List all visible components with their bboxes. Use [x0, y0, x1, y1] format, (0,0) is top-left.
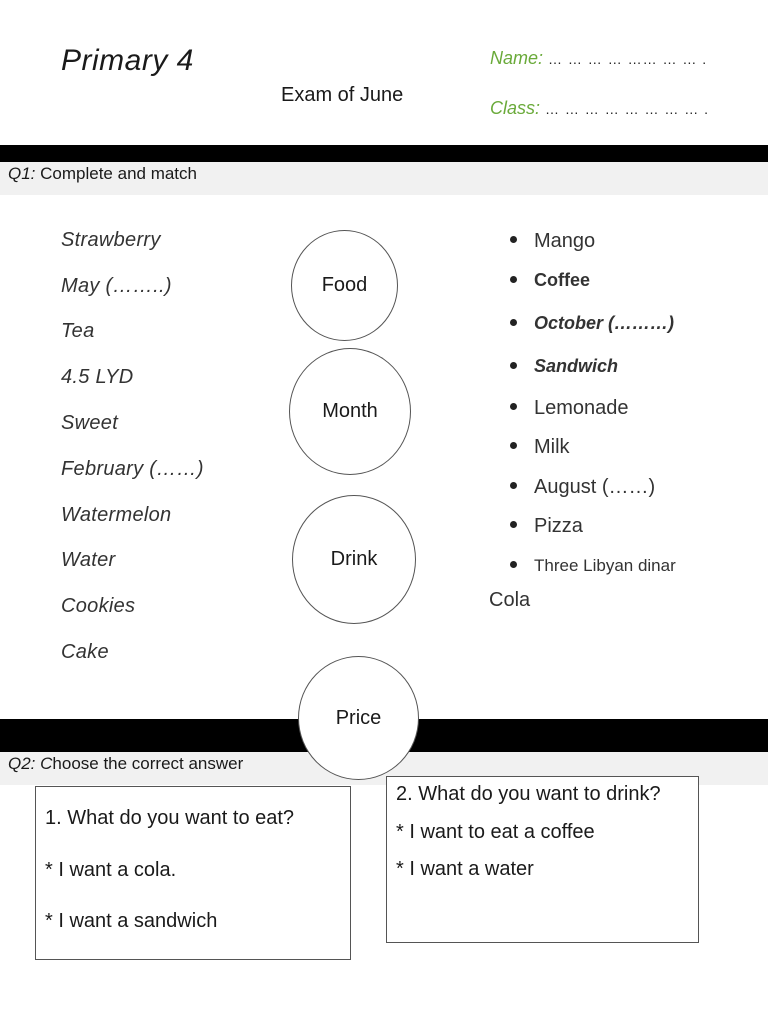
answer-option[interactable]: * I want to eat a coffee — [396, 821, 595, 843]
category-circle-month — [289, 348, 411, 475]
left-word: Water — [61, 549, 116, 571]
category-circle-food — [291, 230, 398, 341]
class-label: Class: — [490, 98, 541, 118]
question-text: 1. What do you want to eat? — [45, 807, 295, 829]
category-label: Price — [335, 706, 382, 729]
answer-option[interactable]: * I want a sandwich — [45, 910, 218, 932]
category-circle-drink — [292, 495, 416, 624]
right-word-list — [510, 0, 760, 620]
left-word: Cookies — [61, 595, 136, 617]
category-label: Month — [322, 400, 378, 422]
q2-label: Q2: C — [8, 754, 53, 773]
question-text: 2. What do you want to drink? — [396, 783, 661, 805]
left-word: May (……..) — [61, 275, 172, 297]
q1-label: Q1: — [8, 164, 36, 183]
page-title: Primary 4 — [61, 44, 194, 77]
left-word: Watermelon — [61, 504, 172, 526]
exam-subtitle: Exam of June — [281, 84, 404, 106]
list-item: October (………) — [510, 313, 674, 334]
list-item: Mango — [510, 230, 595, 253]
list-item: Three Libyan dinar — [510, 556, 676, 576]
answer-option[interactable]: * I want a cola. — [45, 859, 177, 881]
q1-text: Complete and match — [35, 164, 197, 183]
list-item: Milk — [510, 436, 570, 459]
answer-option[interactable]: * I want a water — [396, 858, 534, 880]
left-word: Strawberry — [61, 229, 161, 251]
name-label: Name: — [490, 48, 544, 68]
list-item: Coffee — [510, 270, 590, 291]
left-word: Sweet — [61, 412, 119, 434]
category-label: Food — [321, 274, 368, 296]
bullet-icon — [510, 236, 517, 243]
category-label: Drink — [330, 548, 378, 570]
list-item: August (……) — [510, 476, 655, 499]
left-word: February (……) — [61, 458, 204, 480]
bullet-icon — [510, 561, 517, 568]
question-box-2 — [386, 776, 699, 943]
bullet-icon — [510, 482, 517, 489]
list-item: Sandwich — [510, 356, 618, 377]
bullet-icon — [510, 319, 517, 326]
left-word: 4.5 LYD — [61, 366, 134, 388]
list-item: Lemonade — [510, 397, 629, 420]
question-box-1 — [35, 786, 351, 960]
bullet-icon — [510, 442, 517, 449]
bullet-icon — [510, 362, 517, 369]
name-dots: … … … … …… … … . — [548, 51, 708, 67]
bullet-icon — [510, 521, 517, 528]
list-item: Pizza — [510, 515, 583, 538]
left-word: Tea — [61, 320, 95, 342]
category-circle-price — [298, 656, 419, 780]
left-word: Cake — [61, 641, 109, 663]
q2-text: hoose the correct answer — [52, 754, 244, 773]
bullet-icon — [510, 403, 517, 410]
bullet-icon — [510, 276, 517, 283]
class-dots: … … … … … … … … . — [545, 101, 710, 117]
extra-word: Cola — [489, 589, 531, 611]
